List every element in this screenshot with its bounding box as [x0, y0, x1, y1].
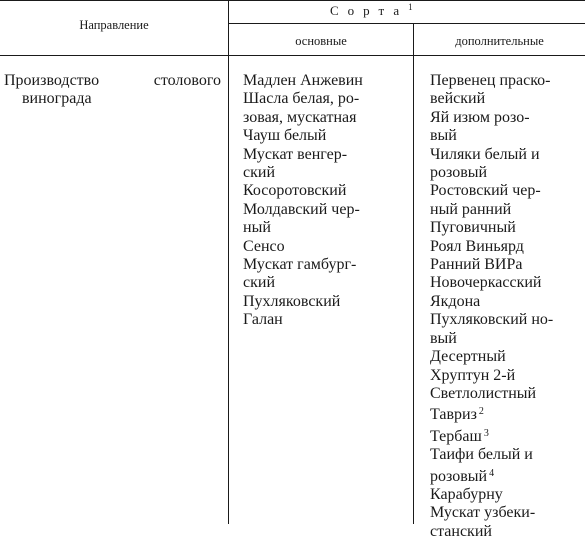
variety-text: Ранний ВИРа: [430, 256, 523, 274]
additional-varieties-header: дополнительные: [455, 34, 544, 48]
additional-variety-line: [430, 90, 553, 108]
variety-text: Пуговичный: [430, 219, 516, 237]
main-varieties-header: основные: [295, 34, 347, 48]
main-variety-line: Галан: [243, 311, 283, 329]
main-variety-line: Мадлен Анжевин: [243, 72, 363, 89]
variety-text: Пухляковский но-: [430, 311, 554, 329]
additional-variety-line: [430, 182, 553, 200]
main-variety-line: Сенсо: [243, 237, 285, 255]
variety-text: Тавриз: [430, 406, 477, 424]
column-divider-1: [228, 0, 229, 524]
variety-text: Мускат узбеки-: [430, 504, 536, 522]
additional-variety-line: [430, 201, 553, 219]
additional-variety-line: [430, 504, 553, 522]
main-variety-line: Пухляковский: [243, 292, 341, 310]
main-variety-line: ский: [243, 274, 275, 292]
additional-variety-line: [430, 446, 553, 464]
variety-text: станский: [430, 522, 492, 540]
footnote-mark: 4: [489, 467, 495, 479]
main-variety-line: Мускат гамбург-: [243, 256, 357, 274]
main-variety-line: Молдавский чер-: [243, 200, 360, 218]
variety-text: Десертный: [430, 348, 506, 366]
additional-variety-line: [430, 367, 553, 385]
additional-variety-line: [430, 293, 553, 311]
additional-variety-line: [430, 403, 553, 424]
footnote-mark: 3: [483, 427, 489, 439]
variety-text: Якдона: [430, 292, 481, 310]
additional-variety-line: [430, 465, 553, 486]
additional-variety-line: [430, 164, 553, 182]
additional-varieties-list: [430, 72, 553, 541]
variety-text: вейский: [430, 90, 486, 108]
variety-text: Карабурну: [430, 485, 503, 503]
additional-variety-line: [430, 109, 553, 127]
variety-text: Яй изюм розо-: [430, 108, 530, 126]
additional-variety-line: [430, 348, 553, 366]
main-variety-line: Шасла белая, ро-: [243, 90, 360, 108]
variety-text: Роял Виньярд: [430, 237, 524, 255]
main-variety-line: ный: [243, 219, 271, 237]
variety-text: розовый: [430, 164, 488, 182]
additional-variety-line: [430, 523, 553, 541]
main-variety-line: ский: [243, 164, 275, 182]
varieties-header: [330, 2, 413, 19]
additional-variety-line: [430, 72, 553, 90]
additional-variety-line: [430, 219, 553, 237]
main-variety-line: Чауш белый: [243, 127, 327, 145]
additional-variety-line: [430, 311, 553, 329]
variety-text: Тербаш: [430, 427, 482, 445]
variety-text: вый: [430, 329, 457, 347]
variety-text: Первенец праско-: [430, 72, 551, 89]
additional-variety-line: [430, 238, 553, 256]
variety-text: Таифи белый и: [430, 446, 533, 464]
variety-text: ный ранний: [430, 200, 512, 218]
additional-variety-line: [430, 274, 553, 292]
varieties-header-label: Сорта: [330, 3, 409, 18]
variety-text: Новочеркасский: [430, 274, 542, 292]
main-variety-line: зовая, мускатная: [243, 108, 357, 126]
footnote-mark: 2: [478, 406, 484, 418]
direction-header: Направление: [79, 18, 149, 32]
column-divider-2: [413, 24, 414, 524]
variety-text: розовый: [430, 467, 488, 485]
additional-variety-line: [430, 385, 553, 403]
main-varieties-list: [243, 72, 363, 330]
additional-variety-line: [430, 330, 553, 348]
additional-variety-line: [430, 256, 553, 274]
subheader-rule: [228, 23, 585, 24]
additional-variety-line: [430, 127, 553, 145]
additional-variety-line: [430, 425, 553, 446]
variety-text: Ростовский чер-: [430, 182, 541, 200]
header-top-rule: [0, 0, 585, 1]
direction-cell: [4, 72, 221, 109]
main-variety-line: Косоротовский: [243, 182, 347, 200]
variety-text: вый: [430, 127, 457, 145]
variety-text: Светлолистный: [430, 384, 537, 402]
additional-variety-line: [430, 146, 553, 164]
direction-line-2: винограда: [22, 90, 92, 108]
additional-variety-line: [430, 486, 553, 504]
main-variety-line: Мускат венгер-: [243, 145, 348, 163]
variety-text: Чиляки белый и: [430, 145, 540, 163]
direction-line-1: Производство столового: [4, 72, 221, 89]
varieties-footnote-mark: 1: [408, 2, 413, 12]
header-bottom-rule: [0, 55, 585, 56]
variety-text: Хруптун 2-й: [430, 366, 516, 384]
